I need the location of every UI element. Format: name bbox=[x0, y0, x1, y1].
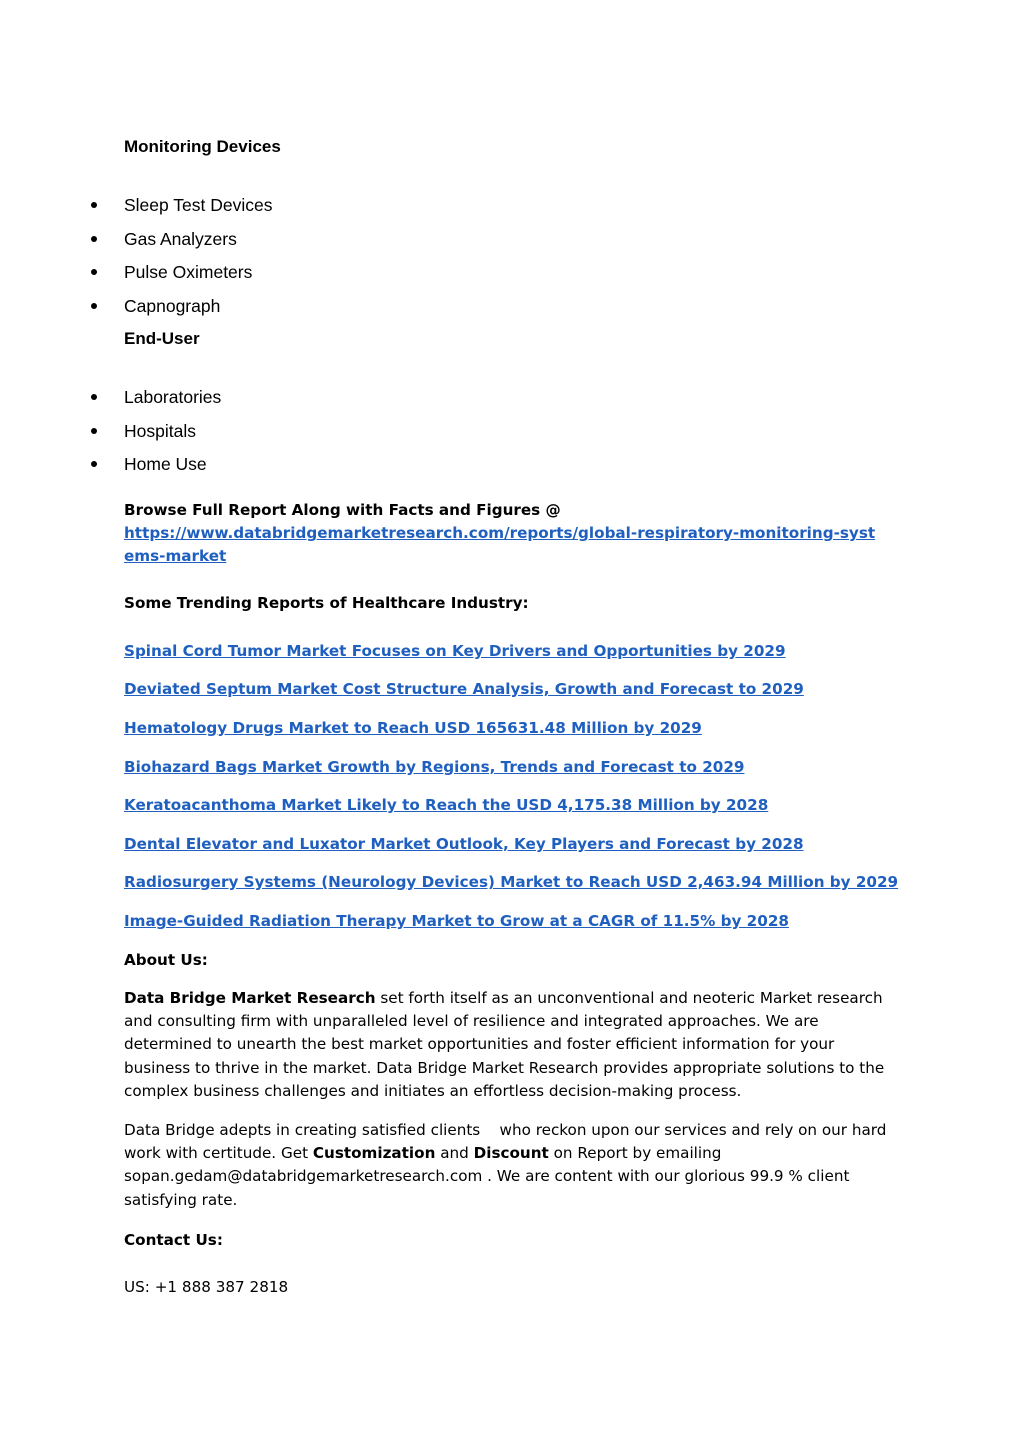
list-item-label: Hospitals bbox=[124, 420, 196, 441]
about-us-heading: About Us: bbox=[124, 951, 208, 969]
trending-report-link[interactable]: Radiosurgery Systems (Neurology Devices) Market to Reach USD 2,463.94 Million by 2029 bbox=[124, 873, 899, 891]
end-user-heading: End-User bbox=[124, 329, 200, 348]
bullet-icon bbox=[91, 269, 97, 275]
full-report-link[interactable]: https://www.databridgemarketresearch.com/reports/global-respiratory-monitoring-systems-market bbox=[124, 524, 876, 566]
trending-report-link[interactable]: Image-Guided Radiation Therapy Market to Grow at a CAGR of 11.5% by 2028 bbox=[124, 912, 789, 930]
list-item-label: Capnograph bbox=[124, 295, 221, 316]
discount-label: Discount bbox=[473, 1144, 549, 1163]
contact-phone: US: +1 888 387 2818 bbox=[124, 1278, 289, 1296]
trending-report-link[interactable]: Biohazard Bags Market Growth by Regions, Trends and Forecast to 2029 bbox=[124, 758, 745, 776]
trending-report-link[interactable]: Deviated Septum Market Cost Structure Analysis, Growth and Forecast to 2029 bbox=[124, 680, 804, 698]
bullet-icon bbox=[91, 236, 97, 242]
trending-report-link[interactable]: Dental Elevator and Luxator Market Outlook, Key Players and Forecast by 2028 bbox=[124, 835, 804, 853]
trending-report-link[interactable]: Spinal Cord Tumor Market Focuses on Key Drivers and Opportunities by 2029 bbox=[124, 642, 786, 660]
clients-text-b: and bbox=[435, 1144, 474, 1163]
trending-report-link[interactable]: Hematology Drugs Market to Reach USD 165631.48 Million by 2029 bbox=[124, 719, 702, 737]
trending-report-link[interactable]: Keratoacanthoma Market Likely to Reach the USD 4,175.38 Million by 2028 bbox=[124, 796, 769, 814]
bullet-icon bbox=[91, 202, 97, 208]
contact-us-heading: Contact Us: bbox=[124, 1231, 223, 1249]
trending-reports-heading: Some Trending Reports of Healthcare Industry: bbox=[124, 594, 529, 612]
bullet-icon bbox=[91, 461, 97, 467]
list-item-label: Pulse Oximeters bbox=[124, 262, 253, 282]
about-us-text: set forth itself as an unconventional and neoteric Market research and consulting firm with unparalleled level of resilience and integrated approaches. We are determined to unearth the best market opportunities and foster efficient information for your business to thrive in the market. Data Bridge Market Research provides appropriate solutions to the complex business challenges and initiates an effortless decision-making process. bbox=[124, 989, 885, 1100]
list-item-label: Laboratories bbox=[124, 387, 222, 407]
clients-text-c: on Report by emailing sopan.gedam@databridgemarketresearch.com . We are content with our glorious 99.9 % client satisfying rate. bbox=[124, 1144, 855, 1209]
company-name: Data Bridge Market Research bbox=[124, 989, 376, 1007]
bullet-icon bbox=[91, 394, 97, 400]
list-item-label: Sleep Test Devices bbox=[124, 195, 273, 215]
browse-report-block bbox=[124, 499, 884, 569]
clients-text-a: Data Bridge adepts in creating satisfied clients who reckon upon our services and rely on our hard work with certitude. Get bbox=[124, 1121, 892, 1163]
list-item-label: Home Use bbox=[124, 454, 207, 474]
browse-report-label: Browse Full Report Along with Facts and Figures @ bbox=[124, 501, 561, 519]
monitoring-devices-heading: Monitoring Devices bbox=[124, 137, 281, 156]
bullet-icon bbox=[91, 303, 97, 309]
bullet-icon bbox=[91, 428, 97, 434]
list-item-label: Gas Analyzers bbox=[124, 228, 237, 249]
clients-paragraph bbox=[124, 1119, 904, 1212]
customization-label: Customization bbox=[312, 1144, 436, 1163]
about-us-paragraph bbox=[124, 987, 904, 1103]
